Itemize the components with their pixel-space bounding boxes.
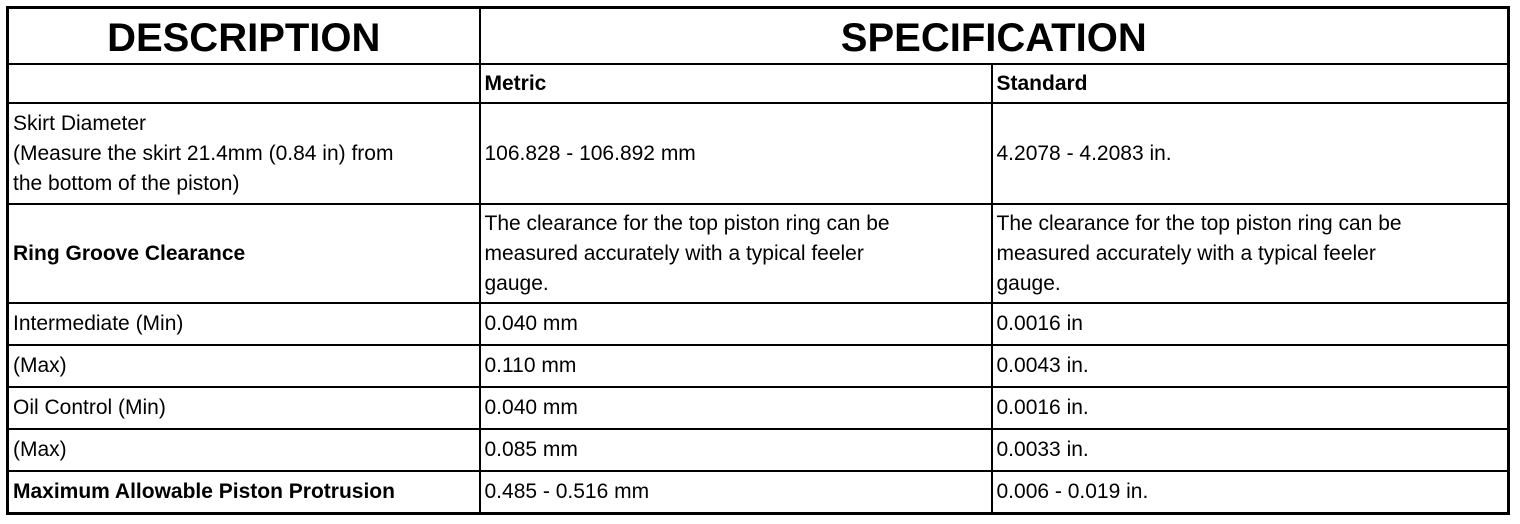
description-cell: Maximum Allowable Piston Protrusion xyxy=(8,471,480,514)
metric-cell: 0.040 mm xyxy=(480,387,992,429)
metric-cell: 0.110 mm xyxy=(480,345,992,387)
metric-line: The clearance for the top piston ring can be xyxy=(484,211,890,235)
standard-cell: 4.2078 - 4.2083 in. xyxy=(992,103,1509,204)
table-row xyxy=(8,429,1509,471)
table-row xyxy=(8,303,1509,345)
table-title-row xyxy=(8,8,1509,65)
metric-header: Metric xyxy=(480,64,992,103)
blank-subheader-cell xyxy=(8,64,480,103)
metric-cell: 0.085 mm xyxy=(480,429,992,471)
description-cell: (Max) xyxy=(8,345,480,387)
description-line: the bottom of the piston) xyxy=(13,171,240,195)
table-row xyxy=(8,345,1509,387)
standard-cell: 0.0043 in. xyxy=(992,345,1509,387)
standard-header: Standard xyxy=(992,64,1509,103)
standard-cell: 0.006 - 0.019 in. xyxy=(992,471,1509,514)
standard-cell: 0.0016 in xyxy=(992,303,1509,345)
description-cell: (Max) xyxy=(8,429,480,471)
metric-cell xyxy=(480,204,992,303)
table-row xyxy=(8,387,1509,429)
metric-cell: 0.040 mm xyxy=(480,303,992,345)
table-subheader-row xyxy=(8,64,1509,103)
metric-line: measured accurately with a typical feeler xyxy=(484,241,864,265)
table-row xyxy=(8,204,1509,303)
metric-cell: 0.485 - 0.516 mm xyxy=(480,471,992,514)
description-line: Skirt Diameter xyxy=(13,111,147,135)
description-line: (Measure the skirt 21.4mm (0.84 in) from xyxy=(13,141,394,165)
description-cell: Oil Control (Min) xyxy=(8,387,480,429)
metric-cell: 106.828 - 106.892 mm xyxy=(480,103,992,204)
standard-cell: 0.0016 in. xyxy=(992,387,1509,429)
standard-cell: 0.0033 in. xyxy=(992,429,1509,471)
description-cell: Intermediate (Min) xyxy=(8,303,480,345)
standard-line: measured accurately with a typical feeler xyxy=(996,241,1376,265)
table-row xyxy=(8,103,1509,204)
description-header: DESCRIPTION xyxy=(8,8,480,65)
standard-line: gauge. xyxy=(996,271,1061,295)
standard-line: The clearance for the top piston ring can be xyxy=(996,211,1402,235)
standard-cell xyxy=(992,204,1509,303)
metric-line: gauge. xyxy=(484,271,549,295)
table-row xyxy=(8,471,1509,514)
description-cell: Ring Groove Clearance xyxy=(8,204,480,303)
piston-specification-table xyxy=(6,6,1510,515)
specification-header: SPECIFICATION xyxy=(480,8,1509,65)
description-cell xyxy=(8,103,480,204)
